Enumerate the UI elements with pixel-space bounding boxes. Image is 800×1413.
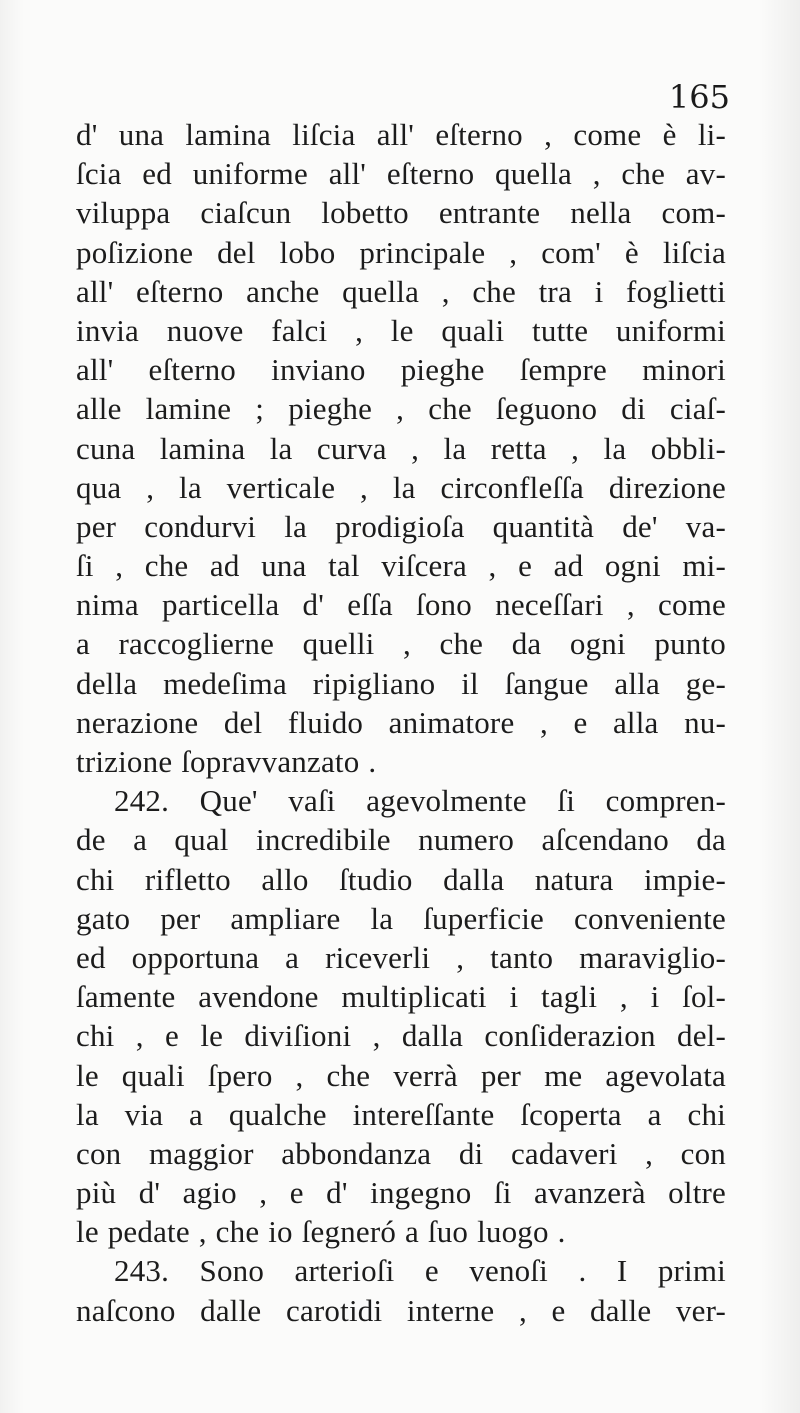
body-text [76, 115, 726, 1330]
text-line: invia nuove falci , le quali tutte uniformi [76, 312, 726, 348]
text-line: gato per ampliare la ſuperficie conveniente [76, 900, 726, 936]
text-line: ſcia ed uniforme all' eſterno quella , che av- [76, 156, 726, 192]
text-line: ſamente avendone multiplicati i tagli , i ſol- [76, 979, 726, 1015]
text-line: qua , la verticale , la circonfleſſa direzione [76, 469, 726, 505]
text-line: la via a qualche intereſſante ſcoperta a chi [76, 1096, 726, 1132]
text-line: nerazione del fluido animatore , e alla nu- [76, 704, 726, 740]
text-line: a raccoglierne quelli , che da ogni punto [76, 626, 726, 662]
text-line: poſizione del lobo principale , com' è liſcia [76, 234, 726, 270]
text-line: più d' agio , e d' ingegno ſi avanzerà oltre [76, 1175, 726, 1211]
paragraph-start-242: 242. Que' vaſi agevolmente ſi compren- [114, 783, 726, 819]
text-line: naſcono dalle carotidi interne , e dalle ver- [76, 1292, 726, 1328]
text-line: viluppa ciaſcun lobetto entrante nella com- [76, 195, 726, 231]
text-line: per condurvi la prodigioſa quantità de' va- [76, 508, 726, 544]
text-line: chi , e le diviſioni , dalla conſiderazion del- [76, 1018, 726, 1054]
text-line: alle lamine ; pieghe , che ſeguono di ciaſ- [76, 391, 726, 427]
page-left-shadow [0, 0, 24, 1413]
paragraph-start-243: 243. Sono arterioſi e venoſi . I primi [114, 1253, 726, 1289]
text-line: all' eſterno anche quella , che tra i foglietti [76, 273, 726, 309]
text-line: con maggior abbondanza di cadaveri , con [76, 1135, 726, 1171]
text-line: de a qual incredibile numero aſcendano da [76, 822, 726, 858]
text-line: nima particella d' eſſa ſono neceſſari , come [76, 587, 726, 623]
text-line: d' una lamina liſcia all' eſterno , come è li- [76, 117, 726, 152]
text-line: ſi , che ad una tal viſcera , e ad ogni mi- [76, 548, 726, 584]
page-number: 165 [668, 78, 730, 116]
text-line: le quali ſpero , che verrà per me agevolata [76, 1057, 726, 1093]
text-line: della medeſima ripigliano il ſangue alla ge- [76, 665, 726, 701]
text-line: le pedate , che io ſegneró a ſuo luogo . [76, 1214, 566, 1250]
text-line: ed opportuna a riceverli , tanto maraviglio- [76, 939, 726, 975]
text-line: all' eſterno inviano pieghe ſempre minori [76, 352, 726, 388]
text-line: chi rifletto allo ſtudio dalla natura impie- [76, 861, 726, 897]
page-right-shadow [760, 0, 800, 1413]
text-line: cuna lamina la curva , la retta , la obbli- [76, 430, 726, 466]
text-line: trizione ſopravvanzato . [76, 744, 377, 779]
